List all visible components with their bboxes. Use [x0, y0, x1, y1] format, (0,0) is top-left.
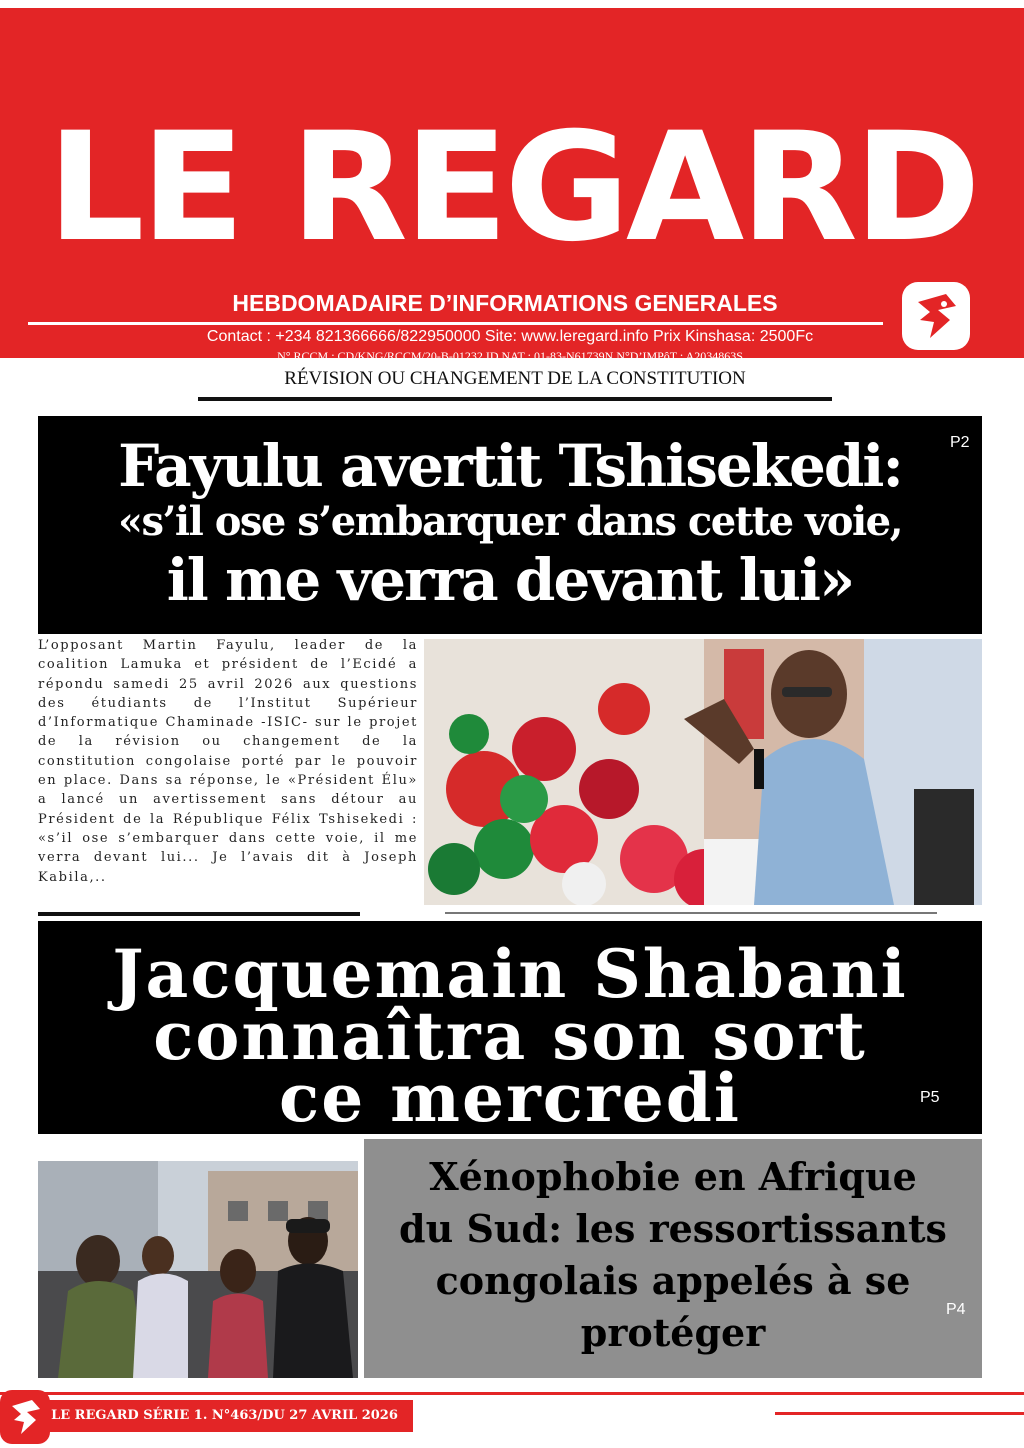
shabani-headline-box[interactable] [38, 921, 982, 1137]
kicker-underline [198, 397, 832, 401]
shabani-headline-line2: connaîtra son sort [153, 997, 867, 1075]
shabani-headline-line1: Jacquemain Shabani [112, 935, 908, 1013]
photo-divider [445, 912, 937, 914]
le-regard-logo-icon [900, 280, 972, 352]
xenophobia-headline-box[interactable] [364, 1139, 982, 1378]
lead-headline-box[interactable] [38, 416, 982, 634]
lead-article-text: L’opposant Martin Fayulu, leader de la coalition Lamuka et président de l’Ecidé a répondu samedi 25 avril 2026 aux questions des étudiants de l’Institut Supérieur d’Informatique Chaminade -ISIC- sur le projet de la révision ou changement de la constitution congolaise porté par le pouvoir en place. Dans sa réponse, le «Président Élu» a lancé un avertissement sans détour au Président de la République Félix Tshisekedi : «s’il ose s’embarquer dans cette voie, il me verra devant lui... Je l’avais dit à Joseph Kabila,.. [38, 638, 418, 885]
lead-kicker: RÉVISION OU CHANGEMENT DE LA CONSTITUTION [284, 368, 746, 389]
lead-headline-line3: il me verra devant lui» [166, 546, 854, 614]
shabani-page-ref: P5 [920, 1089, 940, 1106]
issue-info: LE REGARD SÉRIE 1. N°463/DU 27 AVRIL 2026 [51, 1408, 398, 1423]
footer-top-rule [0, 1392, 1024, 1395]
xenophobia-headline-line2: du Sud: les ressortissants [399, 1206, 947, 1251]
newspaper-subtitle: HEBDOMADAIRE D’INFORMATIONS GENERALES [232, 290, 778, 316]
xenophobia-headline-line3: congolais appelés à se [435, 1258, 911, 1303]
newspaper-title: LE REGARD [47, 101, 977, 275]
south-africa-photo-illustration [38, 1161, 358, 1378]
lead-page-ref: P2 [950, 434, 970, 451]
lead-headline-line2: «s’il ose s’embarquer dans cette voie, [117, 498, 903, 545]
footer-right-rule [775, 1412, 1024, 1415]
footer-logo-icon [0, 1390, 52, 1444]
xenophobia-headline-line4: protéger [580, 1310, 766, 1355]
contact-line: Contact : +234 821366666/822950000 Site: www.leregard.info Prix Kinshasa: 2500Fc [206, 328, 814, 345]
article-divider [38, 912, 360, 916]
masthead-divider [28, 322, 883, 325]
xenophobia-page-ref: P4 [946, 1301, 966, 1318]
south-africa-photo [38, 1161, 358, 1378]
masthead [0, 8, 1024, 363]
shabani-headline-line3: ce mercredi [279, 1059, 741, 1137]
registry-line: N° RCCM : CD/KNG/RCCM/20-B-01232 ID.NAT : 01-83-N61739N N°D’IMPôT : A2034863S [277, 349, 743, 363]
lead-headline-line1: Fayulu avertit Tshisekedi: [118, 432, 902, 500]
xenophobia-headline-line1: Xénophobie en Afrique [429, 1154, 917, 1199]
fayulu-photo-illustration [424, 639, 982, 905]
fayulu-photo [424, 639, 982, 905]
